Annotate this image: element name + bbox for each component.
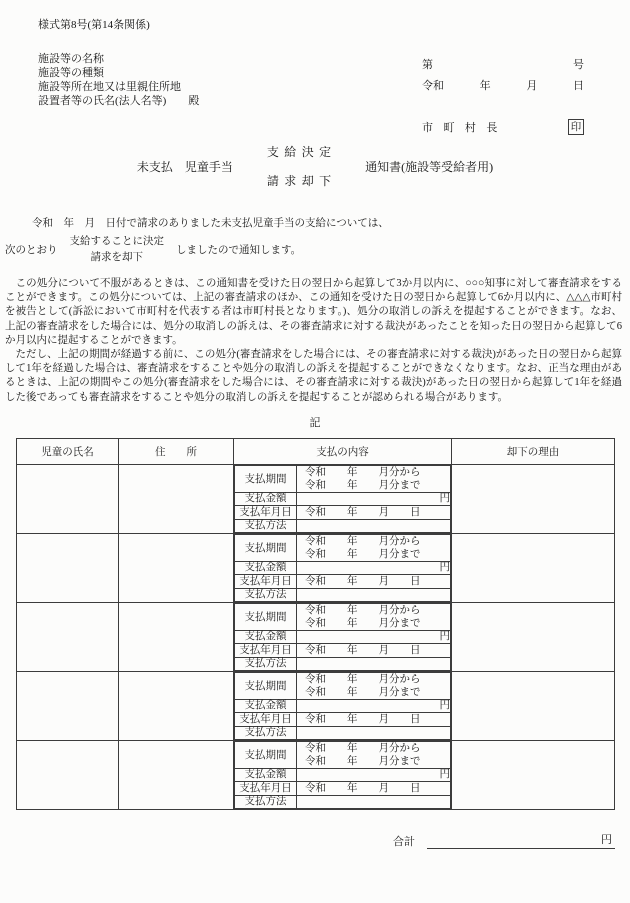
payment-table xyxy=(16,438,615,810)
payment-amount-label: 支払金額 xyxy=(235,562,297,575)
payment-period-value xyxy=(297,672,451,699)
payment-amount-unit: 円 xyxy=(297,700,451,713)
total-line xyxy=(0,833,615,849)
payment-method-row xyxy=(235,657,451,670)
payment-row-group xyxy=(17,671,615,740)
payment-method-value xyxy=(297,726,451,739)
total-amount-blank xyxy=(427,833,615,849)
payment-amount-row xyxy=(235,562,451,575)
payment-method-label: 支払方法 xyxy=(235,588,297,601)
mayor-signature-line xyxy=(422,119,584,135)
col-header-child-name: 児童の氏名 xyxy=(17,438,119,464)
payment-content-cell xyxy=(234,464,452,533)
payment-row-group xyxy=(17,602,615,671)
payment-amount-row xyxy=(235,631,451,644)
payment-period-to: 令和 年 月分まで xyxy=(305,549,421,561)
payment-date-label: 支払年月日 xyxy=(235,713,297,726)
rejection-reason-cell xyxy=(452,464,615,533)
payment-amount-unit: 円 xyxy=(297,769,451,782)
addressee-block xyxy=(38,52,199,135)
payment-content-cell xyxy=(234,740,452,809)
legal-notice xyxy=(5,277,622,405)
month-label: 月 xyxy=(526,80,538,92)
child-name-cell xyxy=(17,464,119,533)
issue-info-block xyxy=(422,52,584,135)
rejection-reason-cell xyxy=(452,602,615,671)
payment-date-row xyxy=(235,506,451,519)
payment-period-label: 支払期間 xyxy=(235,603,297,630)
child-name-cell xyxy=(17,671,119,740)
payment-amount-label: 支払金額 xyxy=(235,493,297,506)
payment-row-group xyxy=(17,464,615,533)
document-header xyxy=(0,52,630,135)
payment-amount-label: 支払金額 xyxy=(235,700,297,713)
payment-period-label: 支払期間 xyxy=(235,741,297,768)
payment-date-label: 支払年月日 xyxy=(235,782,297,795)
payment-period-to: 令和 年 月分まで xyxy=(305,687,421,699)
payment-content-cell xyxy=(234,602,452,671)
payment-period-to: 令和 年 月分まで xyxy=(305,480,421,492)
payment-detail-table xyxy=(234,672,451,740)
doc-number-suffix: 号 xyxy=(573,59,584,71)
legal-paragraph-1: この処分について不服があるときは、この通知書を受けた日の翌日から起算して3か月以内に、○○○知事に対して審査請求をすることができます。この処分については、上記の審査請求のほか、この通知を受けた日の翌日から起算して6か月以内に、△△△市町村を被告として(訴訟において市町村を代表する者は市町村長となります。)、処分の取消しの訴えを提起することができます。なお、上記の審査請求をした場合には、処分の取消しの訴えは、その審査請求に対する裁決があったことを知った日の翌日から起算して6か月以内に提起することができます。 xyxy=(5,278,622,346)
document-title xyxy=(0,143,630,189)
payment-amount-label: 支払金額 xyxy=(235,631,297,644)
record-heading: 記 xyxy=(309,416,321,429)
era-label: 令和 xyxy=(422,80,444,92)
payment-date-label: 支払年月日 xyxy=(235,644,297,657)
payment-date-value: 令和 年 月 日 xyxy=(297,575,451,588)
payment-method-label: 支払方法 xyxy=(235,726,297,739)
payment-date-value: 令和 年 月 日 xyxy=(297,782,451,795)
payment-amount-unit: 円 xyxy=(297,631,451,644)
payment-period-from: 令和 年 月分から xyxy=(305,536,421,548)
payment-date-row xyxy=(235,644,451,657)
facility-address-label: 施設等所在地又は里親住所地 xyxy=(38,81,181,93)
year-label: 年 xyxy=(479,80,491,92)
title-left: 未支払 児童手当 xyxy=(136,159,233,174)
payment-amount-row xyxy=(235,493,451,506)
issue-date-line xyxy=(422,77,584,93)
rejection-reason-cell xyxy=(452,740,615,809)
col-header-payment-content: 支払の内容 xyxy=(234,438,452,464)
decision-suffix: しましたので通知します。 xyxy=(176,245,302,256)
child-name-cell xyxy=(17,740,119,809)
col-header-rejection-reason: 却下の理由 xyxy=(452,438,615,464)
title-option-granted: 支給決定 xyxy=(266,145,337,159)
request-date-sentence: 令和 年 月 日付で請求のありました未支払児童手当の支給については、 xyxy=(32,218,389,229)
payment-period-from: 令和 年 月分から xyxy=(305,674,421,686)
child-name-cell xyxy=(17,602,119,671)
payment-period-value xyxy=(297,741,451,768)
day-label: 日 xyxy=(572,80,584,92)
address-cell xyxy=(119,464,234,533)
facility-name-label: 施設等の名称 xyxy=(38,53,104,65)
payment-amount-label: 支払金額 xyxy=(235,769,297,782)
child-name-cell xyxy=(17,533,119,602)
payment-method-value xyxy=(297,519,451,532)
payment-period-from: 令和 年 月分から xyxy=(305,605,421,617)
address-cell xyxy=(119,602,234,671)
payment-period-value xyxy=(297,603,451,630)
payment-row-group xyxy=(17,740,615,809)
payment-period-row xyxy=(235,741,451,768)
payment-method-value xyxy=(297,795,451,808)
payment-date-label: 支払年月日 xyxy=(235,506,297,519)
title-option-rejected: 請求却下 xyxy=(266,174,337,188)
address-cell xyxy=(119,533,234,602)
payment-method-label: 支払方法 xyxy=(235,519,297,532)
payment-period-from: 令和 年 月分から xyxy=(305,743,421,755)
payment-date-row xyxy=(235,713,451,726)
decision-option-stack xyxy=(70,235,165,264)
payment-table-body xyxy=(17,464,615,809)
payment-row-group xyxy=(17,533,615,602)
payment-period-label: 支払期間 xyxy=(235,672,297,699)
title-right: 通知書(施設等受給者用) xyxy=(365,159,494,174)
rejection-reason-cell xyxy=(452,533,615,602)
payment-method-row xyxy=(235,795,451,808)
payment-method-row xyxy=(235,519,451,532)
payment-period-label: 支払期間 xyxy=(235,534,297,561)
document-number-line xyxy=(422,56,584,72)
payment-period-value xyxy=(297,534,451,561)
title-option-stack xyxy=(266,143,337,189)
payment-method-row xyxy=(235,588,451,601)
payment-period-value xyxy=(297,465,451,492)
payment-method-value xyxy=(297,657,451,670)
payment-method-row xyxy=(235,726,451,739)
payment-period-label: 支払期間 xyxy=(235,465,297,492)
payment-content-cell xyxy=(234,533,452,602)
payment-amount-unit: 円 xyxy=(297,562,451,575)
payment-date-label: 支払年月日 xyxy=(235,575,297,588)
payment-period-to: 令和 年 月分まで xyxy=(305,618,421,630)
seal-placeholder-icon: 印 xyxy=(568,119,584,135)
payment-period-row xyxy=(235,465,451,492)
payment-period-from: 令和 年 月分から xyxy=(305,467,421,479)
payment-detail-table xyxy=(234,534,451,602)
payment-date-value: 令和 年 月 日 xyxy=(297,506,451,519)
payment-detail-table xyxy=(234,603,451,671)
payment-date-value: 令和 年 月 日 xyxy=(297,644,451,657)
owner-name-line xyxy=(38,94,199,108)
payment-amount-row xyxy=(235,700,451,713)
legal-paragraph-2: ただし、上記の期間が経過する前に、この処分(審査請求をした場合には、その審査請求に対する裁決)があった日の翌日から起算して1年を経過した場合は、審査請求をすることや処分の取消しの訴えを提起することができなくなります。なお、正当な理由があるときは、上記の期間やこの処分(審査請求をした場合には、その審査請求に対する裁決)があった日の翌日から起算して1年を経過した後であっても審査請求をすることや処分の取消しの訴えを提起することが認められる場合があります。 xyxy=(5,349,622,403)
decision-prefix: 次のとおり xyxy=(5,245,58,256)
total-unit: 円 xyxy=(601,833,612,846)
payment-date-row xyxy=(235,782,451,795)
decision-option-rejected: 請求を却下 xyxy=(90,252,143,263)
address-cell xyxy=(119,671,234,740)
payment-detail-table xyxy=(234,465,451,533)
payment-date-value: 令和 年 月 日 xyxy=(297,713,451,726)
decision-option-granted: 支給することに決定 xyxy=(69,236,164,247)
facility-type-label: 施設等の種類 xyxy=(38,67,104,79)
col-header-address: 住 所 xyxy=(119,438,234,464)
payment-content-cell xyxy=(234,671,452,740)
payment-method-value xyxy=(297,588,451,601)
payment-method-label: 支払方法 xyxy=(235,795,297,808)
payment-period-row xyxy=(235,672,451,699)
address-cell xyxy=(119,740,234,809)
rejection-reason-cell xyxy=(452,671,615,740)
payment-method-label: 支払方法 xyxy=(235,657,297,670)
payment-amount-unit: 円 xyxy=(297,493,451,506)
payment-period-to: 令和 年 月分まで xyxy=(305,756,421,768)
total-label: 合計 xyxy=(393,835,415,848)
mayor-title: 市町村長 xyxy=(422,122,508,134)
payment-date-row xyxy=(235,575,451,588)
payment-period-row xyxy=(235,603,451,630)
payment-detail-table xyxy=(234,741,451,809)
dono-honorific: 殿 xyxy=(188,95,200,107)
payment-amount-row xyxy=(235,769,451,782)
decision-sentence xyxy=(5,235,630,264)
doc-number-prefix: 第 xyxy=(422,59,433,71)
payment-table-header-row xyxy=(17,438,615,464)
form-number: 様式第8号(第14条関係) xyxy=(38,19,150,31)
payment-period-row xyxy=(235,534,451,561)
owner-name-label: 設置者等の氏名(法人名等) xyxy=(38,95,167,107)
